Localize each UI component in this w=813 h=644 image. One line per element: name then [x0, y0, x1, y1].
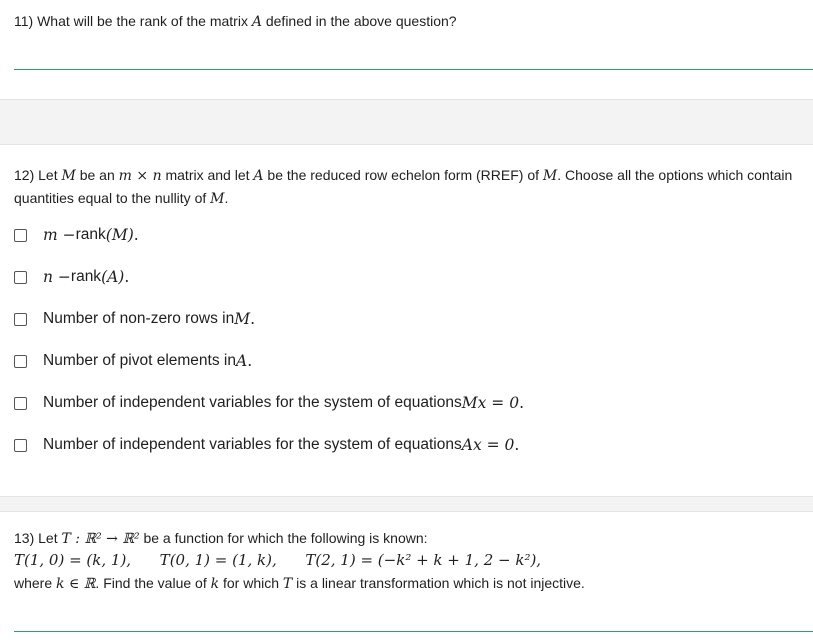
question-separator — [0, 496, 813, 512]
q12-t1: 12) Let — [14, 167, 62, 183]
option-5-post: . — [519, 394, 525, 412]
question-13-line-1 — [14, 530, 428, 547]
option-6-checkbox[interactable] — [14, 439, 27, 452]
option-1[interactable] — [14, 226, 139, 244]
q12-t6: . — [224, 190, 229, 206]
option-6-math: Ax = 0 — [461, 436, 515, 454]
question-12 — [0, 144, 813, 496]
q12-m4: M — [542, 168, 558, 184]
option-6-post: . — [514, 436, 520, 454]
option-2-pre-math: n − — [43, 268, 71, 286]
q13-l1a: 13) Let — [14, 530, 62, 546]
q12-m2: m × n — [118, 168, 162, 184]
q11-math-a: A — [251, 14, 262, 30]
question-13-answer-input[interactable] — [14, 631, 813, 632]
option-2-math: (A) — [101, 268, 125, 286]
option-6-label: Number of independent variables for the system of equations — [43, 436, 462, 453]
option-4-checkbox[interactable] — [14, 355, 27, 368]
question-12-text — [14, 164, 809, 210]
q13-l3b: . Find the value of — [95, 575, 211, 591]
q12-m5: M — [210, 191, 225, 207]
question-11-answer-input[interactable] — [14, 69, 813, 70]
q12-t3: matrix and let — [161, 167, 254, 183]
option-2[interactable] — [14, 268, 129, 286]
option-4-post: . — [247, 352, 253, 370]
option-1-label: rank — [75, 226, 106, 243]
q13-l1m: T : ℝ² → ℝ² — [61, 531, 140, 547]
option-4[interactable] — [14, 352, 252, 370]
option-5-checkbox[interactable] — [14, 397, 27, 410]
option-3-post: . — [250, 310, 256, 328]
q13-l1b: be a function for which the following is known: — [139, 530, 428, 546]
option-1-math: (M) — [105, 226, 134, 244]
q12-t2: be an — [75, 167, 119, 183]
option-2-label: rank — [70, 268, 102, 285]
option-1-post: . — [133, 226, 139, 244]
q13-l3d: is a linear transformation which is not injective. — [292, 575, 585, 591]
option-4-label: Number of pivot elements in — [43, 352, 236, 369]
option-3-label: Number of non-zero rows in — [43, 310, 235, 327]
option-4-math: A — [235, 352, 248, 370]
option-5-label: Number of independent variables for the system of equations — [43, 394, 462, 411]
question-11-text — [14, 13, 457, 30]
option-5[interactable] — [14, 394, 524, 412]
q13-l3m1: k ∈ ℝ — [56, 576, 96, 592]
option-2-checkbox[interactable] — [14, 271, 27, 284]
q11-text-b: defined in the above question? — [261, 13, 457, 29]
q13-l3m2: k — [210, 576, 220, 592]
option-6[interactable] — [14, 436, 519, 454]
question-13 — [0, 511, 813, 644]
option-3-math: M — [234, 310, 251, 328]
q13-l3m3: T — [282, 576, 293, 592]
option-3[interactable] — [14, 310, 255, 328]
q13-l3c: for which — [219, 575, 283, 591]
q12-m1: M — [61, 168, 76, 184]
q12-t4: be the reduced row echelon form (RREF) of — [263, 167, 543, 183]
q13-l3a: where — [14, 575, 57, 591]
q11-text-a: 11) What will be the rank of the matrix — [14, 13, 252, 29]
question-13-line-3 — [14, 575, 585, 592]
question-11 — [0, 0, 813, 100]
option-1-pre-math: m − — [43, 226, 76, 244]
option-5-math: Mx = 0 — [461, 394, 520, 412]
option-2-post: . — [124, 268, 130, 286]
option-3-checkbox[interactable] — [14, 313, 27, 326]
question-13-equations: T(1, 0) = (k, 1), T(0, 1) = (1, k), T(2, 1) = (−k² + k + 1, 2 − k²), — [14, 551, 542, 569]
option-1-checkbox[interactable] — [14, 229, 27, 242]
question-separator — [0, 99, 813, 145]
q12-t5: . Choose all the options which contain quantities equal to the nullity of — [14, 167, 793, 206]
q12-m3: A — [253, 168, 264, 184]
